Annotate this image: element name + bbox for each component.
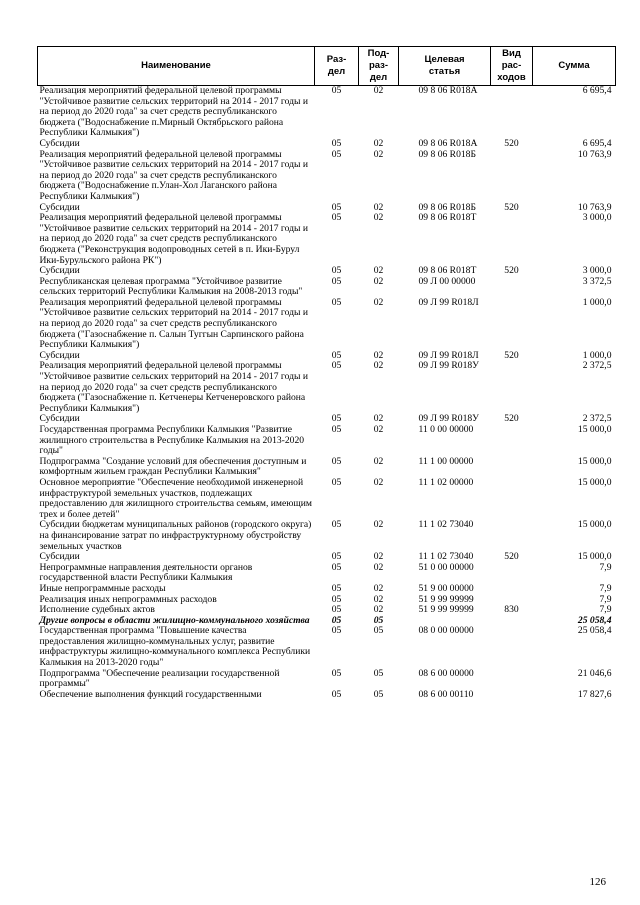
table-row <box>38 457 616 478</box>
budget-table-page <box>37 46 615 700</box>
cell-sum: 25 058,4 <box>577 614 612 626</box>
cell-sum: 2 372,5 <box>582 413 612 425</box>
header-vid: Вид рас- ходов <box>491 47 533 86</box>
cell-podrazdel: 05 <box>373 625 384 637</box>
cell-podrazdel: 02 <box>373 519 384 531</box>
cell-vid: 520 <box>504 265 519 277</box>
cell-razdel: 05 <box>331 551 342 563</box>
cell-razdel: 05 <box>331 265 342 277</box>
cell-razdel: 05 <box>331 212 342 224</box>
cell-target: 09 8 06 R018Т <box>418 212 477 224</box>
cell-name: Государственная программа Республики Калмыкия "Развитие жилищного строительства в Республике Калмыкия на 2013-2020 годы" <box>39 424 305 457</box>
cell-target: 09 8 06 R018А <box>418 85 478 96</box>
cell-vid <box>491 298 533 351</box>
cell-target: 09 8 06 R018Т <box>418 265 477 277</box>
cell-podrazdel: 02 <box>373 413 384 425</box>
cell-vid <box>491 563 533 584</box>
cell-razdel: 05 <box>331 296 342 308</box>
cell-target: 51 0 00 00000 <box>418 561 474 573</box>
cell-razdel: 05 <box>331 688 342 700</box>
cell-vid: 520 <box>504 551 519 563</box>
cell-target: 08 6 00 00000 <box>418 667 474 679</box>
cell-podrazdel: 02 <box>373 593 384 605</box>
cell-vid <box>491 690 533 701</box>
cell-sum: 6 695,4 <box>582 85 612 96</box>
cell-razdel: 05 <box>331 455 342 467</box>
cell-podrazdel: 02 <box>373 212 384 224</box>
cell-target: 11 1 02 73040 <box>418 519 474 531</box>
cell-target: 11 0 00 00000 <box>418 424 474 435</box>
cell-name: Субсидии <box>39 551 80 563</box>
cell-razdel: 05 <box>331 614 342 626</box>
cell-razdel: 05 <box>331 582 342 594</box>
page-number: 126 <box>589 876 606 888</box>
cell-target: 09 Л 99 R018У <box>418 413 479 425</box>
cell-vid <box>491 584 533 595</box>
cell-razdel: 05 <box>331 349 342 361</box>
table-row <box>38 520 616 552</box>
table-row <box>38 277 616 298</box>
cell-name: Реализация мероприятий федеральной целевой программы "Устойчивое развитие сельских территорий на 2014 - 2017 годы и на период до 2020 года" за счет средств республиканского бюджета ("Водоснабжение п.Мирный Октябрьского района Республики Калмыкия") <box>39 85 308 139</box>
table-row <box>38 150 616 203</box>
cell-podrazdel: 05 <box>373 688 384 700</box>
table-row <box>38 425 616 457</box>
table-row <box>38 213 616 266</box>
cell-target: 09 8 06 R018Б <box>418 201 476 213</box>
cell-podrazdel: 05 <box>373 614 384 626</box>
cell-vid <box>491 277 533 298</box>
cell-name: Реализация иных непрограммных расходов <box>39 593 217 605</box>
cell-razdel: 05 <box>331 148 342 160</box>
cell-razdel: 05 <box>331 519 342 531</box>
cell-name: Исполнение судебных актов <box>39 604 155 616</box>
header-row <box>38 47 616 86</box>
cell-target: 08 6 00 00110 <box>418 688 474 700</box>
table-row <box>38 690 616 701</box>
cell-vid <box>491 150 533 203</box>
cell-razdel: 05 <box>331 604 342 616</box>
header-sum: Сумма <box>533 47 616 86</box>
cell-name: Республиканская целевая программа "Устойчивое развитие сельских территорий Республики Калмыкия на 2008-2013 годы" <box>39 275 303 298</box>
cell-podrazdel: 02 <box>373 265 384 277</box>
cell-vid <box>491 457 533 478</box>
cell-razdel: 05 <box>331 424 342 435</box>
cell-name: Субсидии <box>39 265 80 277</box>
cell-name: Подпрограмма "Обеспечение реализации государственной программы" <box>39 667 280 690</box>
cell-razdel: 05 <box>331 275 342 287</box>
cell-vid <box>491 626 533 668</box>
cell-vid <box>491 425 533 457</box>
cell-vid <box>491 669 533 690</box>
cell-vid: 520 <box>504 137 519 149</box>
cell-sum: 25 058,4 <box>577 625 612 637</box>
cell-vid: 830 <box>504 604 519 616</box>
cell-name: Субсидии <box>39 201 80 213</box>
cell-target: 51 9 00 00000 <box>418 582 474 594</box>
cell-name: Реализация мероприятий федеральной целевой программы "Устойчивое развитие сельских территорий на 2014 - 2017 годы и на период до 2020 года" за счет средств республиканского бюджета ("Водоснабжение п.Улан-Хол Лаганского района Республики Калмыкия") <box>39 148 308 202</box>
table-row <box>38 298 616 351</box>
cell-name: Субсидии <box>39 413 80 425</box>
cell-podrazdel: 02 <box>373 424 384 435</box>
cell-podrazdel: 02 <box>373 201 384 213</box>
cell-vid: 520 <box>504 201 519 213</box>
cell-podrazdel: 05 <box>373 667 384 679</box>
table-row <box>38 669 616 690</box>
cell-sum: 3 000,0 <box>582 265 612 277</box>
cell-sum: 3 000,0 <box>582 212 612 224</box>
cell-target: 09 8 06 R018А <box>418 137 478 149</box>
cell-podrazdel: 02 <box>373 275 384 287</box>
cell-sum: 7,9 <box>599 561 612 573</box>
cell-podrazdel: 02 <box>373 476 384 488</box>
table-row <box>38 626 616 668</box>
cell-name: Реализация мероприятий федеральной целевой программы "Устойчивое развитие сельских территорий на 2014 - 2017 годы и на период до 2020 года" за счет средств республиканского бюджета ("Газоснабжение п. Салын Туггын Сарпинского района Республики Калмыкия") <box>39 296 308 351</box>
cell-sum: 15 000,0 <box>577 551 612 563</box>
header-razdel: Раз- дел <box>315 47 359 86</box>
cell-sum: 7,9 <box>599 593 612 605</box>
cell-podrazdel: 02 <box>373 148 384 160</box>
cell-target: 51 9 99 99999 <box>418 593 474 605</box>
cell-name: Субсидии <box>39 349 80 361</box>
header-target: Целевая статья <box>399 47 491 86</box>
cell-sum: 6 695,4 <box>582 137 612 149</box>
cell-target: 51 9 99 99999 <box>418 604 474 616</box>
table-row <box>38 86 616 139</box>
cell-sum: 15 000,0 <box>577 424 612 435</box>
cell-target: 09 Л 99 R018Л <box>418 349 479 361</box>
cell-name: Реализация мероприятий федеральной целевой программы "Устойчивое развитие сельских территорий на 2014 - 2017 годы и на период до 2020 года" за счет средств республиканского бюджета ("Реконструкция водопроводных сетей в п. Ики-Бурул Ики-Бурульского района РК") <box>39 212 308 266</box>
table-row <box>38 478 616 520</box>
cell-podrazdel: 02 <box>373 604 384 616</box>
cell-target: 11 1 02 73040 <box>418 551 474 563</box>
cell-name: Государственная программа "Повышение качества предоставления жилищно-коммунальных услуг, развитие инфраструктуры жилищно-коммунального комплекса Республики Калмыкия на 2013-2020 годы" <box>39 625 311 669</box>
cell-vid <box>491 213 533 266</box>
cell-vid <box>491 478 533 520</box>
cell-razdel: 05 <box>331 667 342 679</box>
table-row <box>38 584 616 595</box>
cell-razdel: 05 <box>331 413 342 425</box>
cell-podrazdel: 02 <box>373 296 384 308</box>
table-row <box>38 361 616 414</box>
cell-name: Субсидии <box>39 137 80 149</box>
cell-sum: 21 046,6 <box>577 667 612 679</box>
cell-target: 09 Л 99 R018Л <box>418 296 479 308</box>
cell-vid: 520 <box>504 413 519 425</box>
cell-vid <box>491 520 533 552</box>
table-body <box>38 86 616 701</box>
cell-podrazdel: 02 <box>373 360 384 372</box>
cell-vid: 520 <box>504 349 519 361</box>
cell-sum: 15 000,0 <box>577 476 612 488</box>
cell-sum: 15 000,0 <box>577 455 612 467</box>
cell-vid <box>491 616 533 627</box>
cell-razdel: 05 <box>331 360 342 372</box>
cell-target: 09 Л 00 00000 <box>418 275 476 287</box>
cell-name: Реализация мероприятий федеральной целевой программы "Устойчивое развитие сельских территорий на 2014 - 2017 годы и на период до 2020 года" за счет средств республиканского бюджета ("Газоснабжение п. Кетченеры Кетченеровского района Республики Калмыкия") <box>39 360 308 414</box>
cell-sum: 15 000,0 <box>577 519 612 531</box>
cell-sum: 10 763,9 <box>577 148 612 160</box>
cell-sum: 7,9 <box>599 604 612 616</box>
cell-razdel: 05 <box>331 625 342 637</box>
cell-target: 11 1 00 00000 <box>418 455 474 467</box>
table-row <box>38 139 616 150</box>
cell-podrazdel: 02 <box>373 455 384 467</box>
cell-name: Основное мероприятие "Обеспечение необходимой инженерной инфраструктурой земельных участков, подлежащих предоставлению для жилищного строительства семьям, имеющим трех и более детей" <box>39 476 312 520</box>
cell-vid <box>491 86 533 139</box>
cell-sum: 10 763,9 <box>577 201 612 213</box>
cell-podrazdel: 02 <box>373 349 384 361</box>
cell-name: Другие вопросы в области жилищно-коммунального хозяйства <box>39 614 310 626</box>
cell-sum: 7,9 <box>599 582 612 594</box>
header-name: Наименование <box>38 47 315 86</box>
cell-podrazdel: 02 <box>373 561 384 573</box>
cell-target: 08 0 00 00000 <box>418 625 474 637</box>
cell-sum: 17 827,6 <box>577 688 612 700</box>
cell-razdel: 05 <box>331 476 342 488</box>
table-row <box>38 563 616 584</box>
header-podrazdel: Под- раз- дел <box>359 47 399 86</box>
cell-razdel: 05 <box>331 85 342 96</box>
cell-sum: 1 000,0 <box>582 296 612 308</box>
cell-target: 09 8 06 R018Б <box>418 148 476 160</box>
cell-razdel: 05 <box>331 137 342 149</box>
cell-name: Подпрограмма "Создание условий для обеспечения доступным и комфортным жильем граждан Республики Калмыкия" <box>39 455 307 478</box>
cell-razdel: 05 <box>331 561 342 573</box>
cell-target: 09 Л 99 R018У <box>418 360 479 372</box>
cell-podrazdel: 02 <box>373 582 384 594</box>
cell-sum: 2 372,5 <box>582 360 612 372</box>
cell-sum: 1 000,0 <box>582 349 612 361</box>
cell-podrazdel: 02 <box>373 551 384 563</box>
cell-podrazdel: 02 <box>373 137 384 149</box>
cell-name: Непрограммные направления деятельности органов государственной власти Республики Калмыкия <box>39 561 253 584</box>
cell-razdel: 05 <box>331 201 342 213</box>
budget-table <box>37 46 616 700</box>
cell-razdel: 05 <box>331 593 342 605</box>
cell-vid <box>491 361 533 414</box>
cell-name: Иные непрограммные расходы <box>39 582 166 594</box>
cell-sum: 3 372,5 <box>582 275 612 287</box>
cell-name: Субсидии бюджетам муниципальных районов (городского округа) на финансирование затрат по инфраструктурному обустройству земельных участков <box>39 519 312 552</box>
cell-target: 11 1 02 00000 <box>418 476 474 488</box>
cell-podrazdel: 02 <box>373 85 384 96</box>
cell-name: Обеспечение выполнения функций государственными <box>39 688 262 700</box>
